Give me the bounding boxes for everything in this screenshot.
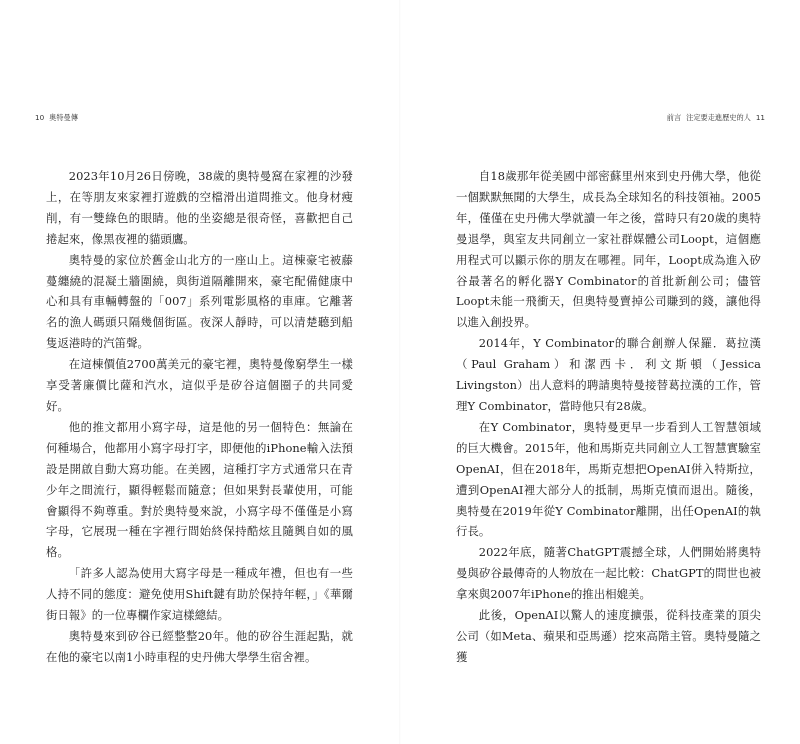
left-body-text xyxy=(46,166,353,668)
paragraph: 自18歲那年從美國中部密蘇里州來到史丹佛大學，他從一個默默無聞的大學生，成長為全球知名的科技領袖。2005年，僅僅在史丹佛大學就讀一年之後，當時只有20歲的奧特曼退學，與室友共同創立一家社群媒體公司Loopt，這個應用程式可以顯示你的朋友在哪裡。同年，Loopt成為進入矽谷最著名的孵化器Y Combinator的首批新創公司；儘管Loopt未能一飛衝天，但奧特曼賣掉公司賺到的錢，讓他得以進入創投界。 xyxy=(456,169,761,330)
left-page-number: 10 xyxy=(35,113,45,122)
section-label: 前言 xyxy=(666,113,682,122)
right-page-number: 11 xyxy=(755,113,765,122)
paragraph: 2023年10月26日傍晚，38歲的奧特曼窩在家裡的沙發上，在等朋友來家裡打遊戲的空檔滑出道問推文。他身材瘦削，有一雙綠色的眼睛。他的坐姿總是很奇怪，喜歡把自己捲起來，像黑夜裡的貓頭鷹。 xyxy=(46,169,353,246)
paragraph: 此後，OpenAI以驚人的速度擴張，從科技產業的頂尖公司（如Meta、蘋果和亞馬遜）挖來高階主管。奧特曼隨之獲 xyxy=(456,608,761,664)
paragraph: 他的推文都用小寫字母，這是他的另一個特色：無論在何種場合，他都用小寫字母打字，即便他的iPhone輸入法預設是開啟自動大寫功能。在美國，這種打字方式通常只在青少年之間流行，顯得輕鬆而隨意；但如果對長輩使用，可能會顯得不夠尊重。對於奧特曼來說，小寫字母不僅僅是小寫字母，它展現一種在字裡行間始終保持酷炫且隨興自如的風格。 xyxy=(46,419,353,560)
book-title: 奧特曼傳 xyxy=(49,113,78,122)
paragraph: 2014年，Y Combinator的聯合創辦人保羅．葛拉漢（Paul Graham）和潔西卡．利文斯頓（Jessica Livingston）出人意料的聘請奧特曼接替葛拉漢的工作，管理Y Combinator，當時他只有28歲。 xyxy=(456,336,761,413)
paragraph: 在Y Combinator，奧特曼更早一步看到人工智慧領域的巨大機會。2015年，他和馬斯克共同創立人工智慧實驗室OpenAI，但在2018年，馬斯克想把OpenAI併入特斯拉，遭到OpenAI裡大部分人的抵制，馬斯克憤而退出。隨後，奧特曼在2019年從Y Combinator離開，出任OpenAI的執行長。 xyxy=(456,419,761,539)
paragraph: 在這棟價值2700萬美元的豪宅裡，奧特曼像窮學生一樣享受著廉價比薩和汽水，這似乎是矽谷這個圈子的共同愛好。 xyxy=(46,357,353,413)
paragraph: 奧特曼的家位於舊金山北方的一座山上。這棟豪宅被藤蔓纏繞的混凝土牆圍繞，與街道隔離開來，豪宅配備健康中心和具有車輛轉盤的「007」系列電影風格的車庫。它離著名的漁人碼頭只隔幾個街區。夜深人靜時，可以清楚聽到船隻返港時的汽笛聲。 xyxy=(46,252,353,351)
paragraph: 「許多人認為使用大寫字母是一種成年禮，但也有一些人持不同的態度：避免使用Shift鍵有助於保持年輕，」《華爾街日報》的一位專欄作家這樣總結。 xyxy=(46,566,353,623)
right-page xyxy=(400,0,800,744)
paragraph: 奧特曼來到矽谷已經整整20年。他的矽谷生涯起點，就在他的豪宅以南1小時車程的史丹佛大學學生宿舍裡。 xyxy=(46,628,353,664)
chapter-title: 注定要走進歷史的人 xyxy=(686,113,751,122)
right-running-head xyxy=(667,113,765,123)
paragraph: 2022年底，隨著ChatGPT震撼全球，人們開始將奧特曼與矽谷最傳奇的人物放在一起比較：ChatGPT的問世也被拿來與2007年iPhone的推出相媲美。 xyxy=(456,545,761,602)
right-body-text xyxy=(456,166,761,668)
left-running-head xyxy=(35,113,78,123)
